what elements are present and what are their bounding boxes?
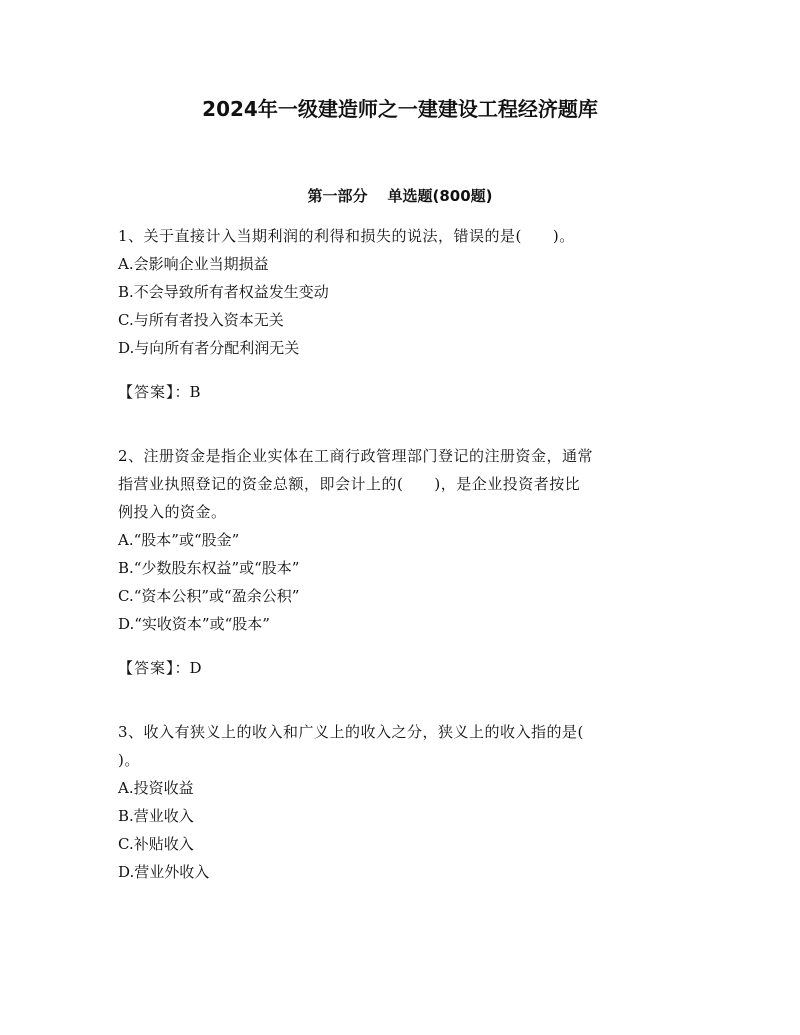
answer-label: 【答案】 bbox=[118, 383, 175, 401]
section-heading bbox=[0, 184, 800, 208]
question-stem: 1、关于直接计入当期利润的利得和损失的说法，错误的是( )。 bbox=[118, 227, 575, 245]
question-stem-line: 2、注册资金是指企业实体在工商行政管理部门登记的注册资金，通常 bbox=[118, 447, 594, 465]
document-title: 2024年一级建造师之一建建设工程经济题库 bbox=[202, 97, 598, 121]
question-stem-line: 例投入的资金。 bbox=[118, 503, 227, 521]
answer-value: ：B bbox=[174, 383, 201, 401]
answer-label: 【答案】 bbox=[118, 659, 175, 677]
option-c: C.补贴收入 bbox=[118, 835, 194, 853]
section-part: 第一部分 bbox=[307, 187, 368, 205]
option-c: C.“资本公积”或“盈余公积” bbox=[118, 587, 300, 605]
question-stem-line: 3、收入有狭义上的收入和广义上的收入之分，狭义上的收入指的是( bbox=[118, 723, 584, 741]
option-d: D.“实收资本”或“股本” bbox=[118, 615, 270, 633]
option-b: B.不会导致所有者权益发生变动 bbox=[118, 283, 329, 301]
question-stem-line: 指营业执照登记的资金总额，即会计上的( )，是企业投资者按比 bbox=[118, 475, 581, 493]
option-d: D.营业外收入 bbox=[118, 863, 210, 881]
question-list bbox=[118, 222, 688, 886]
option-d: D.与向所有者分配利润无关 bbox=[118, 339, 300, 357]
option-c: C.与所有者投入资本无关 bbox=[118, 311, 284, 329]
answer-line bbox=[118, 378, 688, 406]
answer-line bbox=[118, 654, 688, 682]
option-a: A.“股本”或“股金” bbox=[118, 531, 240, 549]
question-1 bbox=[118, 222, 688, 406]
answer-value: ：D bbox=[174, 659, 202, 677]
question-3 bbox=[118, 718, 688, 886]
section-name: 单选题(800题) bbox=[387, 187, 493, 205]
question-stem-line: )。 bbox=[118, 751, 140, 769]
option-b: B.“少数股东权益”或“股本” bbox=[118, 559, 300, 577]
option-a: A.会影响企业当期损益 bbox=[118, 255, 269, 273]
question-2 bbox=[118, 442, 688, 682]
option-b: B.营业收入 bbox=[118, 807, 194, 825]
option-a: A.投资收益 bbox=[118, 779, 194, 797]
